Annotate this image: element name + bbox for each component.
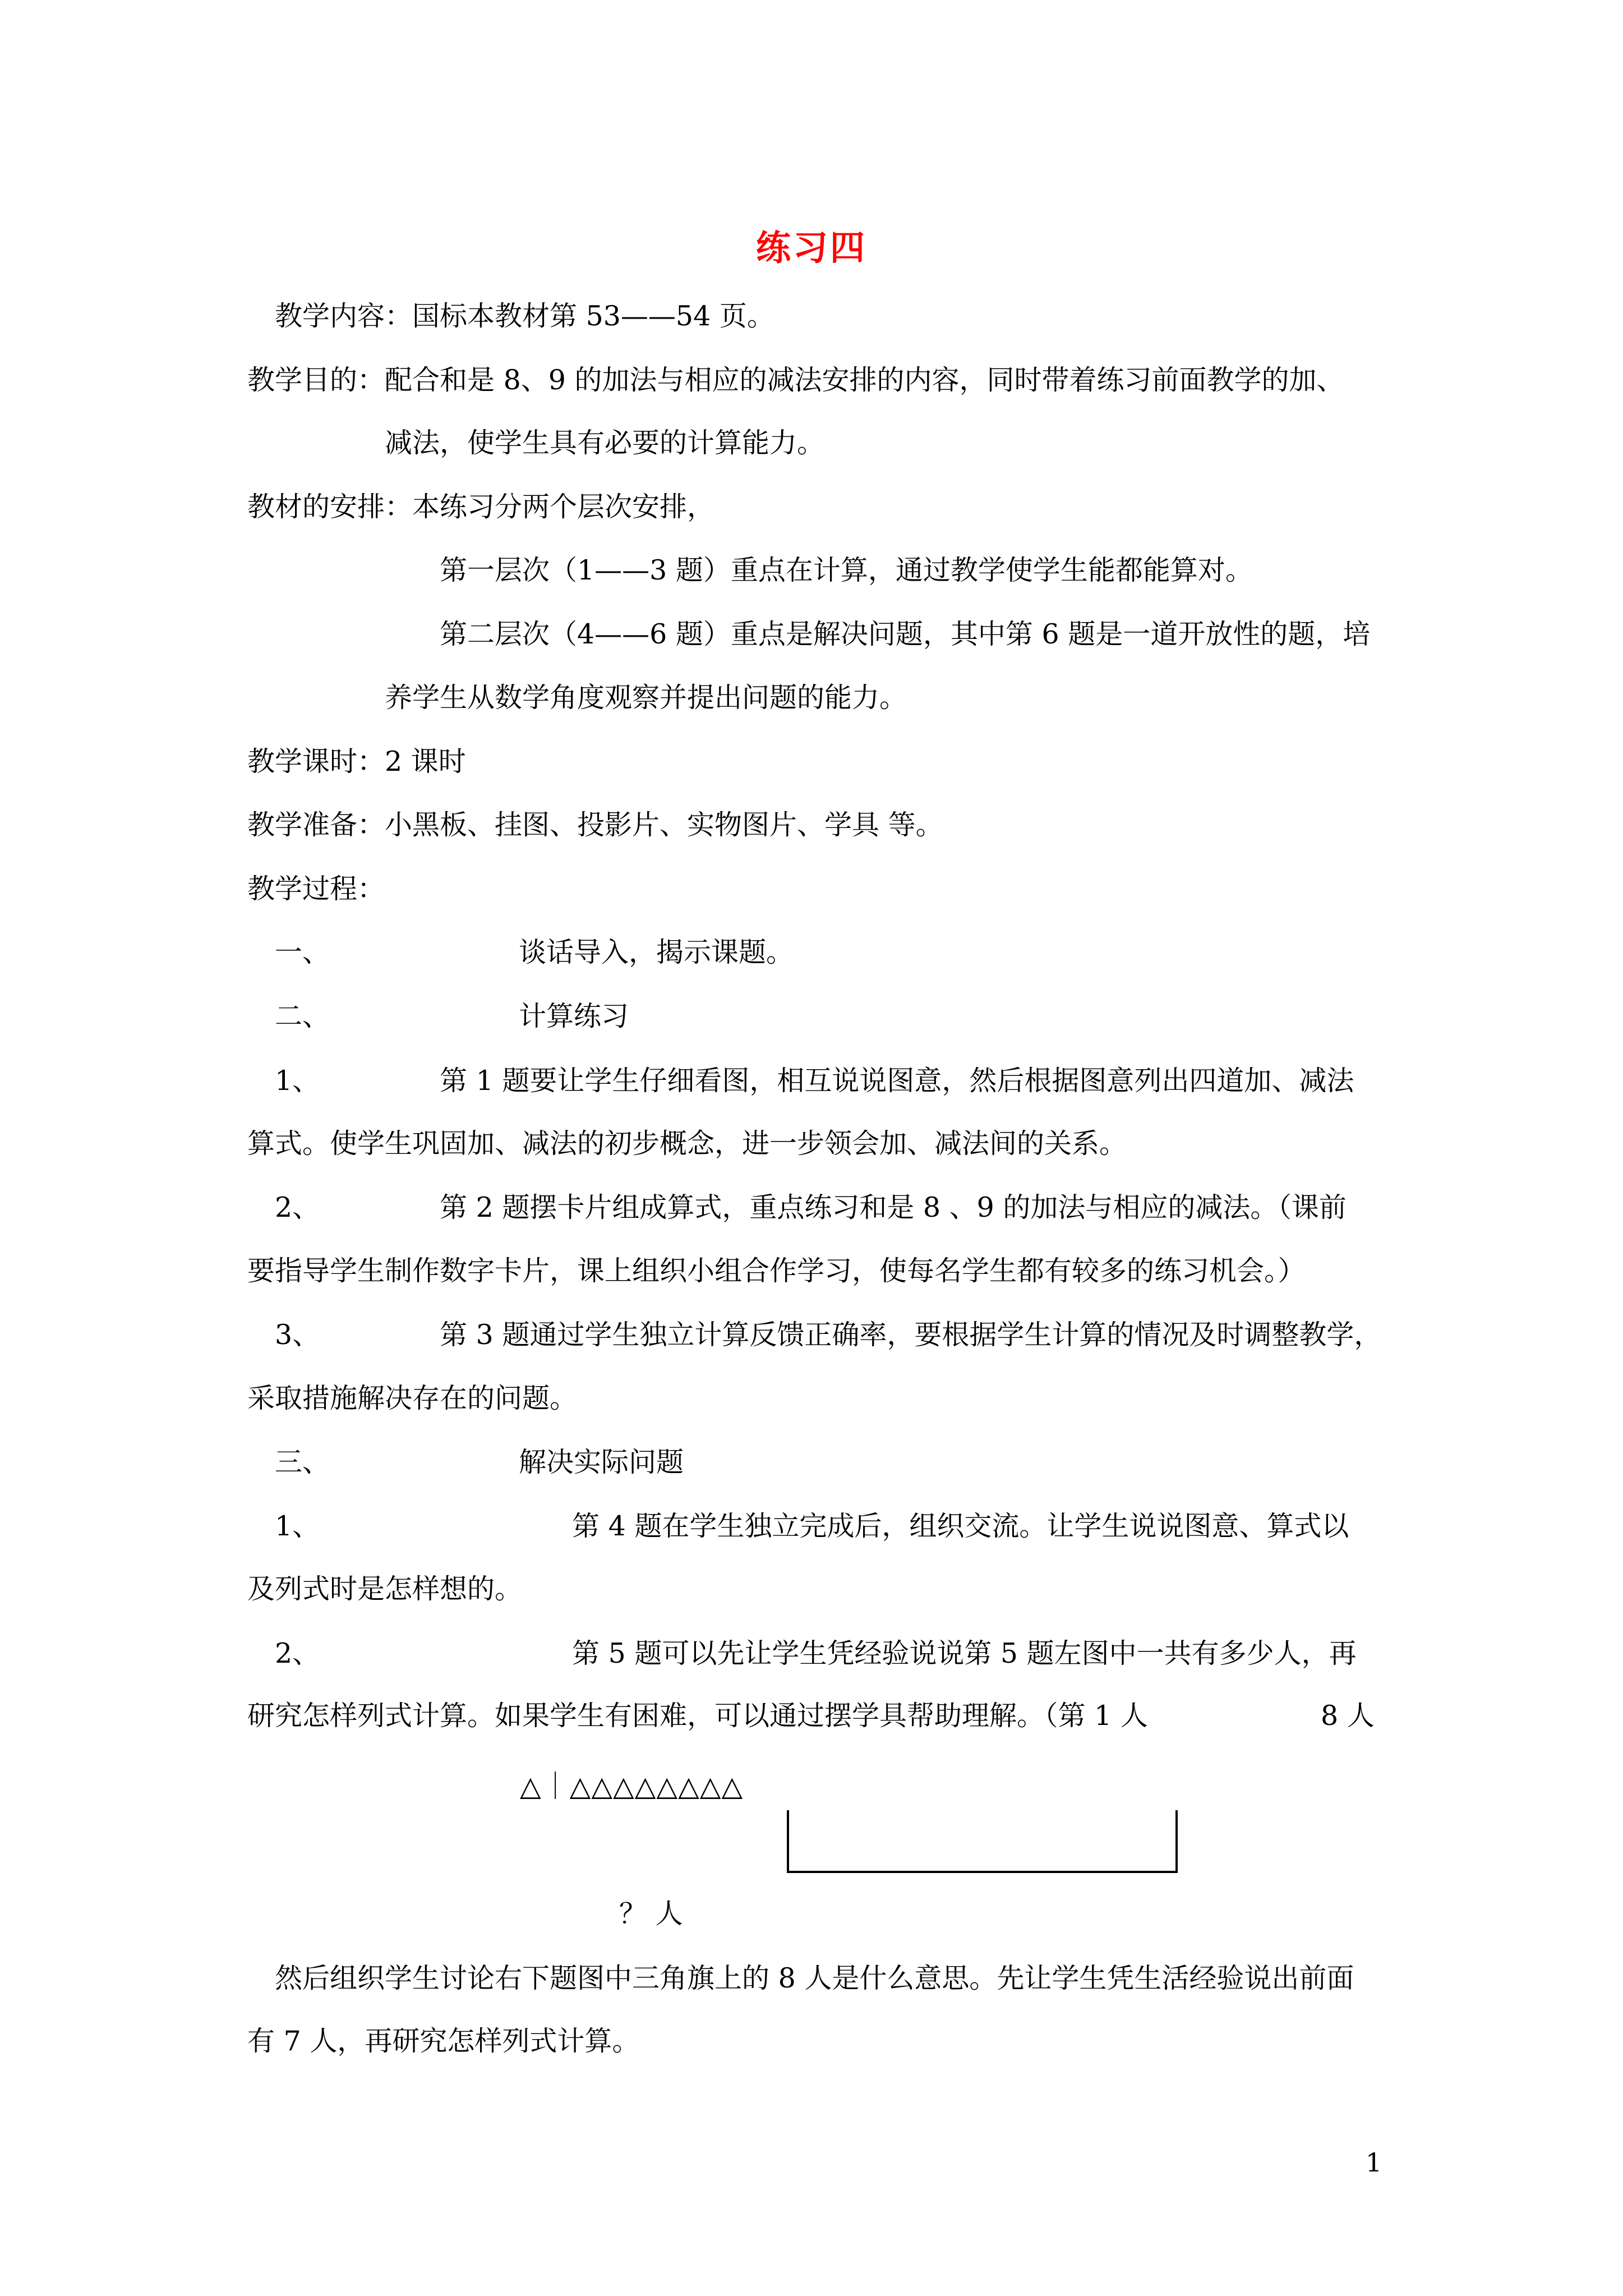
prep-text: 小黑板、挂图、投影片、实物图片、学具 等。 bbox=[385, 809, 943, 841]
document-title: 练习四 bbox=[755, 227, 867, 268]
calc-item-3-number: 3、 bbox=[275, 1319, 320, 1351]
triangle-row: △｜△△△△△△△△ bbox=[520, 1770, 744, 1802]
solve-item-1-number: 1、 bbox=[275, 1510, 320, 1542]
question-people-label: ？ 人 bbox=[619, 1898, 683, 1930]
section-3-number: 三、 bbox=[275, 1446, 330, 1478]
goal-line-2: 减法，使学生具有必要的计算能力。 bbox=[385, 427, 825, 459]
solve-item-2-people-count: 8 人 bbox=[1321, 1700, 1375, 1732]
solve-item-1-line-1: 第 4 题在学生独立完成后，组织交流。让学生说说图意、算式以 bbox=[572, 1510, 1349, 1542]
goal-label: 教学目的： bbox=[247, 364, 385, 396]
calc-item-2-line-1: 第 2 题摆卡片组成算式，重点练习和是 8 、9 的加法与相应的减法。（课前 bbox=[440, 1191, 1347, 1223]
arrangement-level-2-line-2: 养学生从数学角度观察并提出问题的能力。 bbox=[385, 682, 907, 714]
calc-item-3-line-1: 第 3 题通过学生独立计算反馈正确率，要根据学生计算的情况及时调整教学， bbox=[440, 1319, 1382, 1351]
calc-item-2-number: 2、 bbox=[275, 1191, 320, 1223]
content-text: 国标本教材第 53——54 页。 bbox=[412, 300, 774, 332]
page-number: 1 bbox=[1366, 2147, 1382, 2178]
content-label: 教学内容： bbox=[275, 300, 413, 332]
section-1-number: 一、 bbox=[275, 936, 330, 968]
section-3-title: 解决实际问题 bbox=[519, 1446, 684, 1478]
prep-label: 教学准备： bbox=[247, 809, 385, 841]
total-bracket bbox=[787, 1810, 1178, 1873]
arrangement-level-2-line-1: 第二层次（4——6 题）重点是解决问题，其中第 6 题是一道开放性的题，培 bbox=[440, 618, 1371, 650]
closing-line-1: 然后组织学生讨论右下题图中三角旗上的 8 人是什么意思。先让学生凭生活经验说出前面 bbox=[275, 1962, 1354, 1994]
arrangement-text: 本练习分两个层次安排， bbox=[412, 491, 715, 523]
process-label: 教学过程： bbox=[247, 873, 385, 905]
closing-line-2: 有 7 人，再研究怎样列式计算。 bbox=[247, 2025, 640, 2057]
calc-item-1-line-2: 算式。使学生巩固加、减法的初步概念，进一步领会加、减法间的关系。 bbox=[247, 1128, 1127, 1159]
arrangement-label: 教材的安排： bbox=[247, 491, 413, 523]
section-1-title: 谈话导入，揭示课题。 bbox=[519, 936, 794, 968]
calc-item-1-number: 1、 bbox=[275, 1065, 320, 1097]
hours-text: 2 课时 bbox=[385, 746, 466, 777]
calc-item-2-line-2: 要指导学生制作数字卡片，课上组织小组合作学习，使每名学生都有较多的练习机会。） bbox=[247, 1255, 1306, 1287]
goal-line-1: 配合和是 8、9 的加法与相应的减法安排的内容，同时带着练习前面教学的加、 bbox=[385, 364, 1344, 396]
arrangement-level-1: 第一层次（1——3 题）重点在计算，通过教学使学生能都能算对。 bbox=[440, 554, 1253, 586]
calc-item-1-line-1: 第 1 题要让学生仔细看图，相互说说图意，然后根据图意列出四道加、减法 bbox=[440, 1065, 1354, 1097]
solve-item-2-line-2: 研究怎样列式计算。如果学生有困难，可以通过摆学具帮助理解。（第 1 人 bbox=[247, 1700, 1148, 1732]
solve-item-2-line-1: 第 5 题可以先让学生凭经验说说第 5 题左图中一共有多少人，再 bbox=[572, 1637, 1357, 1669]
solve-item-2-number: 2、 bbox=[275, 1637, 320, 1669]
hours-label: 教学课时： bbox=[247, 746, 385, 777]
calc-item-3-line-2: 采取措施解决存在的问题。 bbox=[247, 1382, 578, 1414]
section-2-title: 计算练习 bbox=[519, 1000, 629, 1032]
solve-item-1-line-2: 及列式时是怎样想的。 bbox=[247, 1573, 523, 1605]
section-2-number: 二、 bbox=[275, 1000, 330, 1032]
